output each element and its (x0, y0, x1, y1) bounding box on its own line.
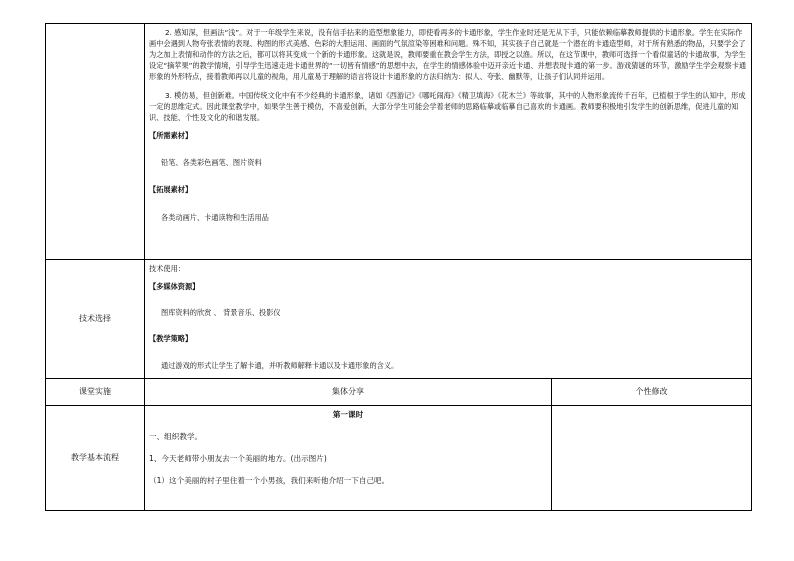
tech-intro: 技术使用： (149, 264, 185, 273)
materials-heading: 【所需素材】 (149, 131, 193, 140)
tech-label: 技术选择 (46, 260, 145, 379)
expand-text: 各类动画片、卡通读物和生活用品 (161, 212, 269, 222)
strategy-heading: 【教学策略】 (149, 334, 193, 344)
header-shared: 集体分享 (145, 378, 552, 405)
content-row (46, 24, 752, 260)
tech-row (46, 260, 752, 379)
flow-step-2: 1、今天老师带小朋友去一个美丽的地方。(出示图片) (149, 453, 327, 463)
personal-edit-cell[interactable] (552, 405, 752, 510)
materials-text: 铅笔、各类彩色画笔、图片资料 (161, 158, 262, 168)
flow-step-1: 一、组织教学。 (149, 431, 203, 441)
tech-cell (145, 260, 752, 379)
flow-cell (145, 405, 552, 510)
expand-heading: 【拓展素材】 (149, 185, 193, 195)
header-personal: 个性修改 (552, 378, 752, 405)
header-row (46, 378, 752, 405)
media-heading: 【多媒体资源】 (149, 282, 200, 291)
flow-step-3: （1）这个美丽的村子里住着一个小男孩，我们来听他介绍一下自己吧。 (149, 475, 390, 485)
paragraph-3: 3. 模仿易，但创新难。中国传统文化中有不少经典的卡通形象，诸如《西游记》《哪吒闹海》《精卫填海》《花木兰》等故事，其中的人物形象流传千百年，已植根于学生的认知中，形成一定的思维定式。因此课堂教学中，如果学生善于模仿，不喜爱创新，大部分学生可能会学着老师的思路临摹或临摹自己喜欢的卡通画。教师要积极地引发学生的创新思维，促进儿童的知识、技能、个性及文化的和谐发展。 (149, 91, 746, 122)
flow-row (46, 405, 752, 510)
lesson-plan-table (45, 23, 752, 511)
lesson-title: 第一课时 (332, 409, 364, 419)
paragraph-2: 2. 感知深，但画法“浅”。对于一年级学生来说，没有信手拈来的造型想象能力，即使看再多的卡通形象，学生作业时还是无从下手，只能依赖临摹教师提供的卡通形象。学生在实际作画中会遇到人物夸张表情的表现、构图的形式美感、色彩的大胆运用、画面的气氛渲染等困难和问题。殊不知，其实孩子自己就是一个潜在的卡通造型师，对于所有熟悉的物品，只要学会了为之加上表情和动作的方法之后，都可以将其变成一个新的卡通形象。这就是说，教师要重在教会学生方法，即授之以渔。所以，在这节课中，教师可选择一个看似童话的卡通故事，为学生设定“摘苹果”的教学情境，引导学生迅速走进卡通世界的“一切皆有情感”的思想中去，在学生的情感体验中迈开亲近卡通、并想表现卡通的第一步。游戏猜谜的环节，激励学生学会观察卡通形象的外形特点，接着教师再以儿童的视角，用儿童易于理解的语言将设计卡通形象的方法归纳为：拟人、夸张、幽默等，让孩子们认同并运用。 (149, 28, 747, 81)
content-cell (145, 24, 752, 260)
content-label-cell (46, 24, 145, 260)
flow-label: 教学基本流程 (46, 405, 145, 510)
strategy-text: 通过游戏的形式让学生了解卡通，并听教师解释卡通以及卡通形象的含义。 (161, 360, 399, 370)
header-implementation: 课堂实施 (46, 378, 145, 405)
media-text: 图库资料的欣赏 、 背景音乐、投影仪 (161, 308, 281, 318)
